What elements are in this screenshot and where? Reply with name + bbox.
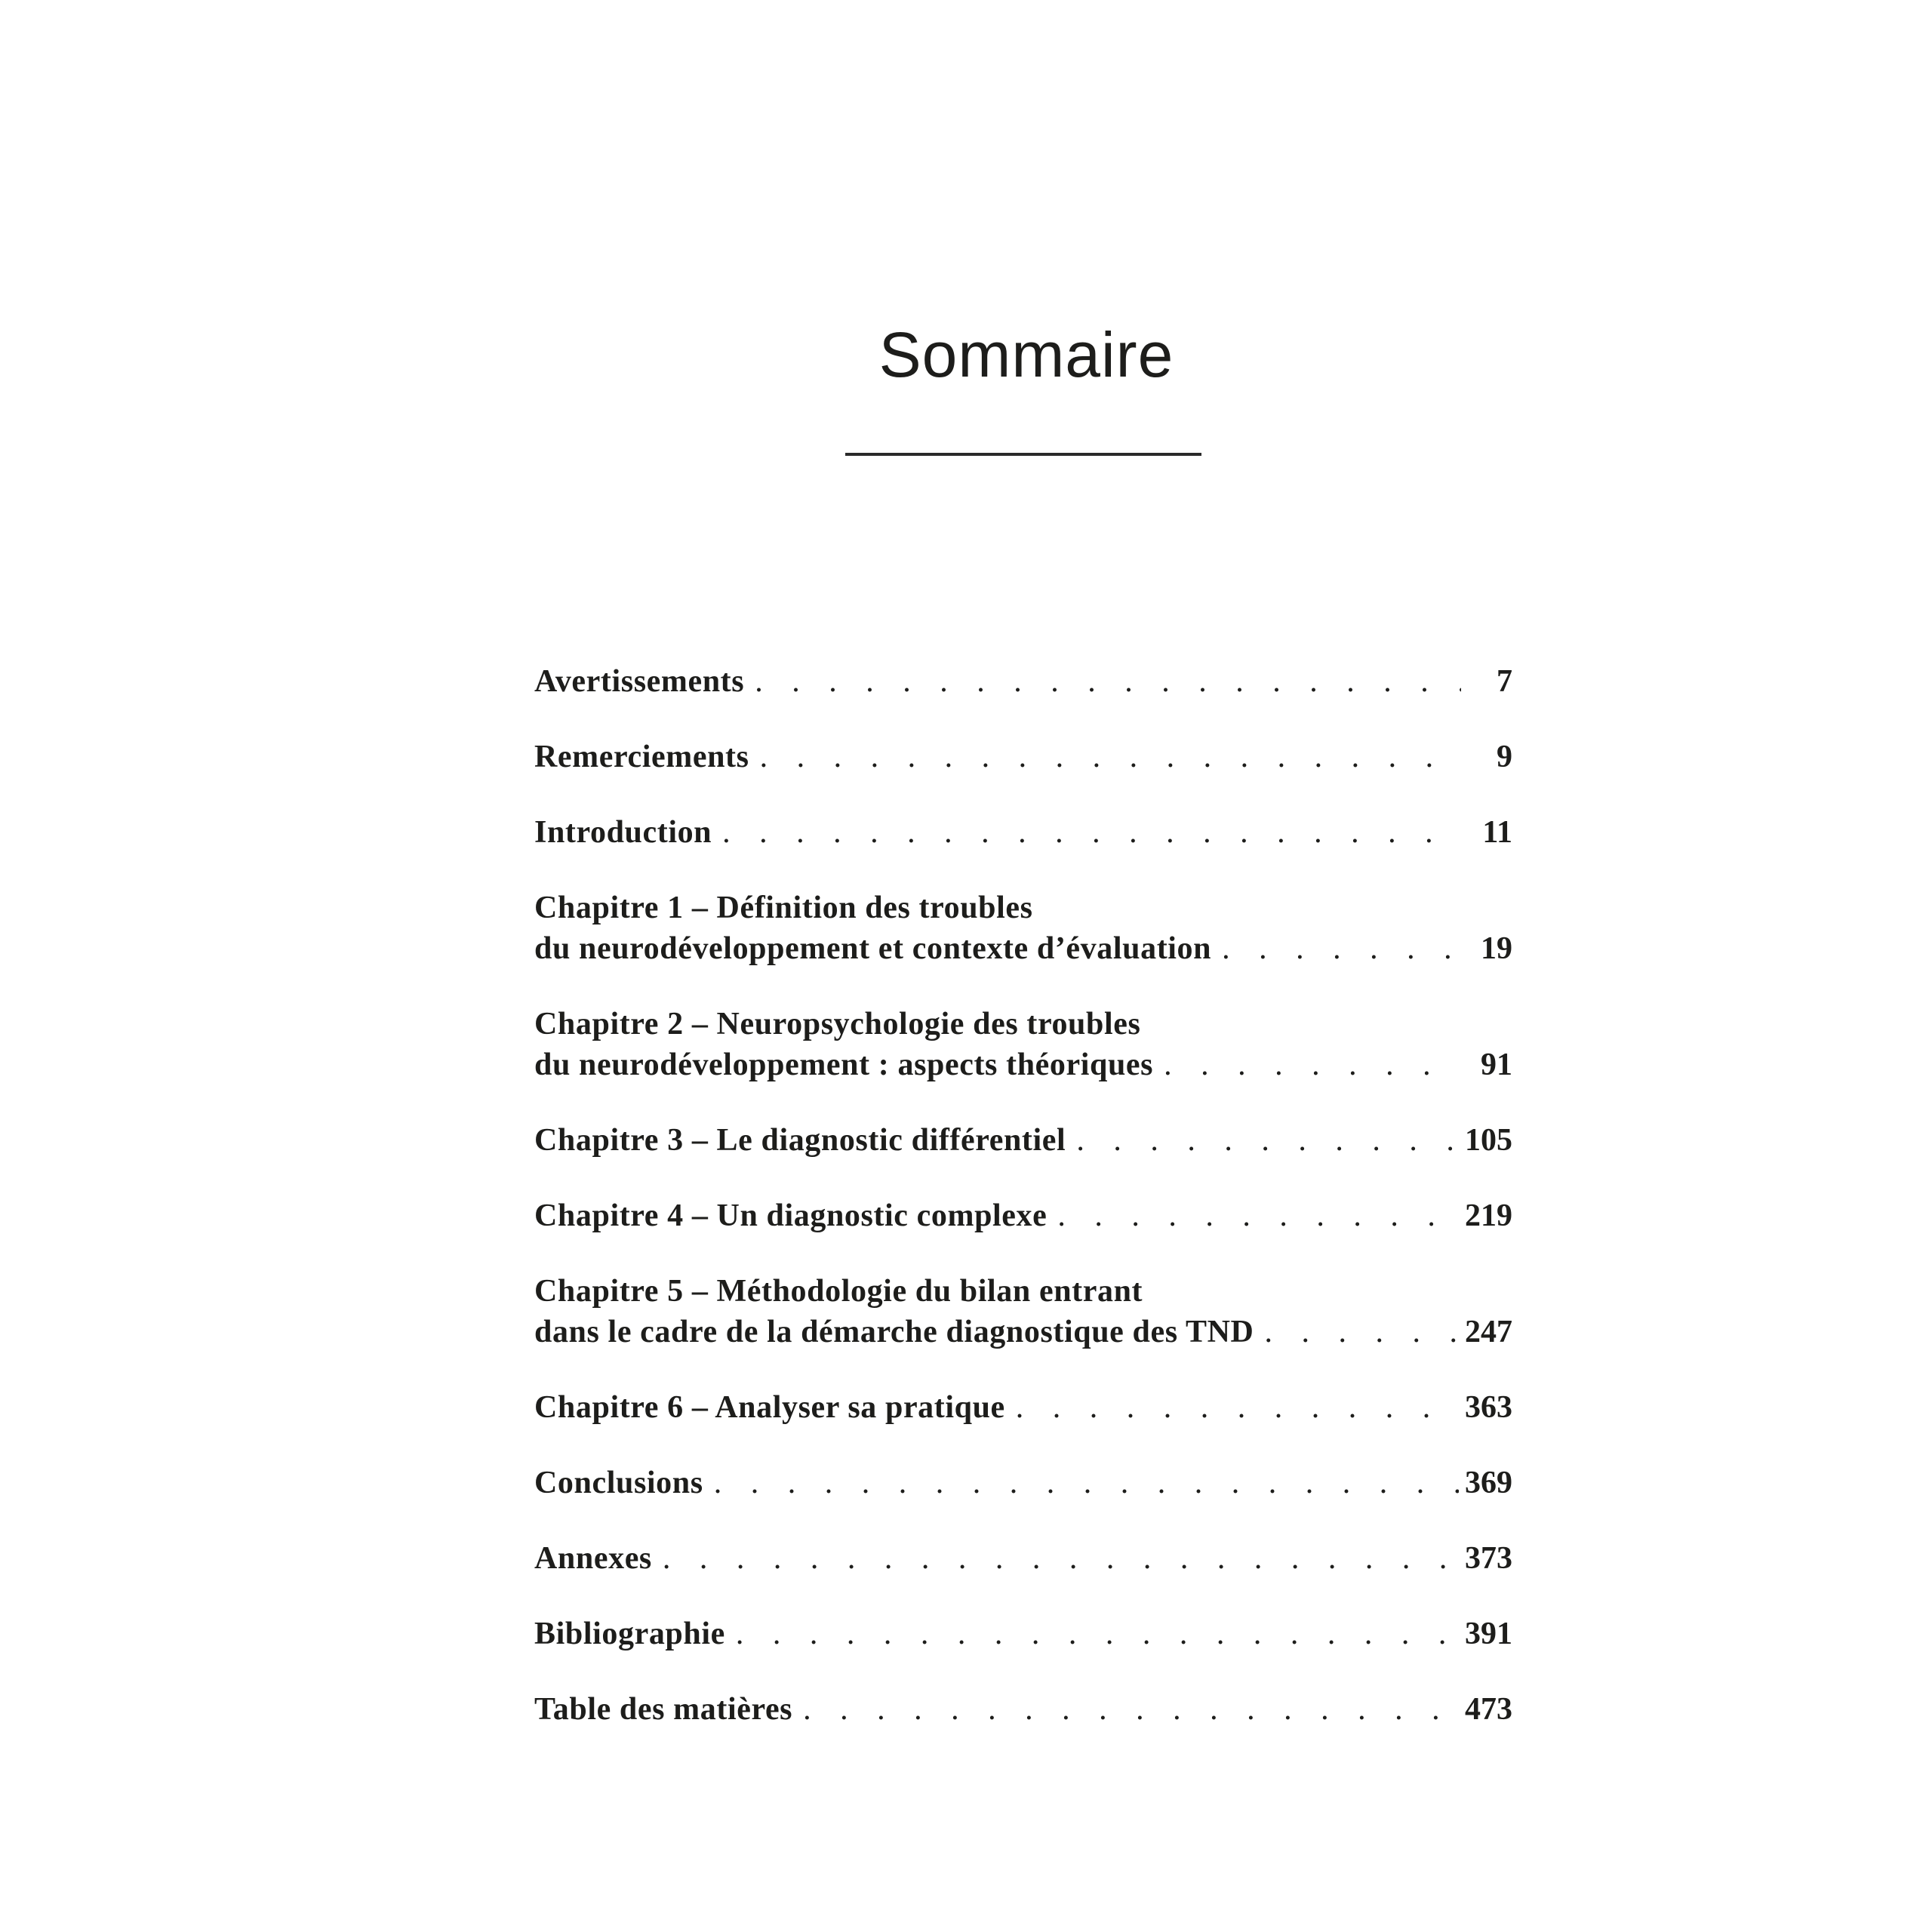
toc-entry-title — [534, 1538, 652, 1579]
dot-leader — [1016, 1387, 1459, 1428]
toc-entry-title — [534, 661, 744, 702]
toc-page-number: 19 — [1481, 931, 1512, 966]
toc-page-number: 7 — [1497, 664, 1512, 699]
dot-leader — [1057, 1195, 1459, 1236]
toc-entry-chapitre-6[interactable] — [534, 1387, 1512, 1428]
toc-entry-title — [534, 1004, 1153, 1085]
toc-entry-line: Avertissements — [534, 664, 745, 699]
toc-page-number: 369 — [1465, 1466, 1512, 1500]
dot-leader — [1076, 1120, 1459, 1161]
toc-entry-line: Chapitre 4 – Un diagnostic complexe — [534, 1198, 1048, 1233]
toc-entry-line: Chapitre 1 – Définition des troubles — [534, 891, 1033, 925]
dot-leader — [736, 1614, 1459, 1654]
dot-leader — [760, 737, 1461, 777]
toc-entry-chapitre-1[interactable] — [534, 888, 1512, 969]
toc-page-number: 247 — [1465, 1315, 1512, 1349]
toc-entry-line: Table des matières — [534, 1692, 793, 1727]
toc-entry-chapitre-4[interactable] — [534, 1195, 1512, 1236]
toc-entry-line: du neurodéveloppement et contexte d’évaluation — [534, 931, 1212, 966]
toc-entry-title — [534, 1120, 1066, 1161]
toc-entry-title — [534, 812, 712, 853]
toc-page-number: 219 — [1465, 1198, 1512, 1233]
toc-entry-line: Chapitre 6 – Analyser sa pratique — [534, 1390, 1005, 1425]
toc-entry-title — [534, 1463, 703, 1503]
toc-entry-chapitre-3[interactable] — [534, 1120, 1512, 1161]
toc-entry-title — [534, 1195, 1047, 1236]
toc-page-number: 105 — [1465, 1123, 1512, 1158]
toc-entry-line: Introduction — [534, 815, 712, 850]
toc-entry-title — [534, 737, 749, 777]
toc-entry-title — [534, 888, 1211, 969]
dot-leader — [663, 1538, 1459, 1579]
toc-entry-line: Remerciements — [534, 740, 749, 774]
toc-page-number: 91 — [1481, 1048, 1512, 1082]
toc-entry-line: Conclusions — [534, 1466, 703, 1500]
table-of-contents — [534, 661, 1512, 1764]
toc-entry-line: Chapitre 5 – Méthodologie du bilan entrant — [534, 1274, 1143, 1309]
toc-page-number: 473 — [1465, 1692, 1512, 1727]
toc-entry-line: Chapitre 2 – Neuropsychologie des troubles — [534, 1007, 1141, 1041]
toc-entry-title — [534, 1614, 725, 1654]
toc-entry-chapitre-2[interactable] — [534, 1004, 1512, 1085]
dot-leader — [755, 661, 1461, 702]
toc-entry-chapitre-5[interactable] — [534, 1271, 1512, 1352]
dot-leader — [714, 1463, 1459, 1503]
toc-entry-line: dans le cadre de la démarche diagnostique des TND — [534, 1315, 1254, 1349]
toc-page-number: 363 — [1465, 1390, 1512, 1425]
toc-entry-annexes[interactable] — [534, 1538, 1512, 1579]
toc-entry-title — [534, 1387, 1005, 1428]
toc-entry-avertissements[interactable] — [534, 661, 1512, 702]
dot-leader — [1222, 928, 1461, 969]
toc-entry-line: Bibliographie — [534, 1617, 725, 1651]
toc-entry-bibliographie[interactable] — [534, 1614, 1512, 1654]
toc-entry-title — [534, 1271, 1254, 1352]
page-title: Sommaire — [878, 319, 1174, 390]
toc-entry-line: Chapitre 3 – Le diagnostic différentiel — [534, 1123, 1066, 1158]
toc-page-number: 373 — [1465, 1541, 1512, 1576]
toc-entry-line: Annexes — [534, 1541, 652, 1576]
dot-leader — [1264, 1312, 1459, 1352]
toc-page-number: 9 — [1497, 740, 1512, 774]
title-divider — [845, 453, 1201, 456]
toc-page-number: 391 — [1465, 1617, 1512, 1651]
toc-entry-remerciements[interactable] — [534, 737, 1512, 777]
dot-leader — [803, 1689, 1459, 1730]
toc-entry-conclusions[interactable] — [534, 1463, 1512, 1503]
toc-page-number: 11 — [1482, 815, 1512, 850]
dot-leader — [1164, 1044, 1461, 1085]
toc-entry-title — [534, 1689, 792, 1730]
toc-entry-introduction[interactable] — [534, 812, 1512, 853]
dot-leader — [722, 812, 1461, 853]
toc-entry-table-des-matieres[interactable] — [534, 1689, 1512, 1730]
toc-entry-line: du neurodéveloppement : aspects théoriques — [534, 1048, 1154, 1082]
